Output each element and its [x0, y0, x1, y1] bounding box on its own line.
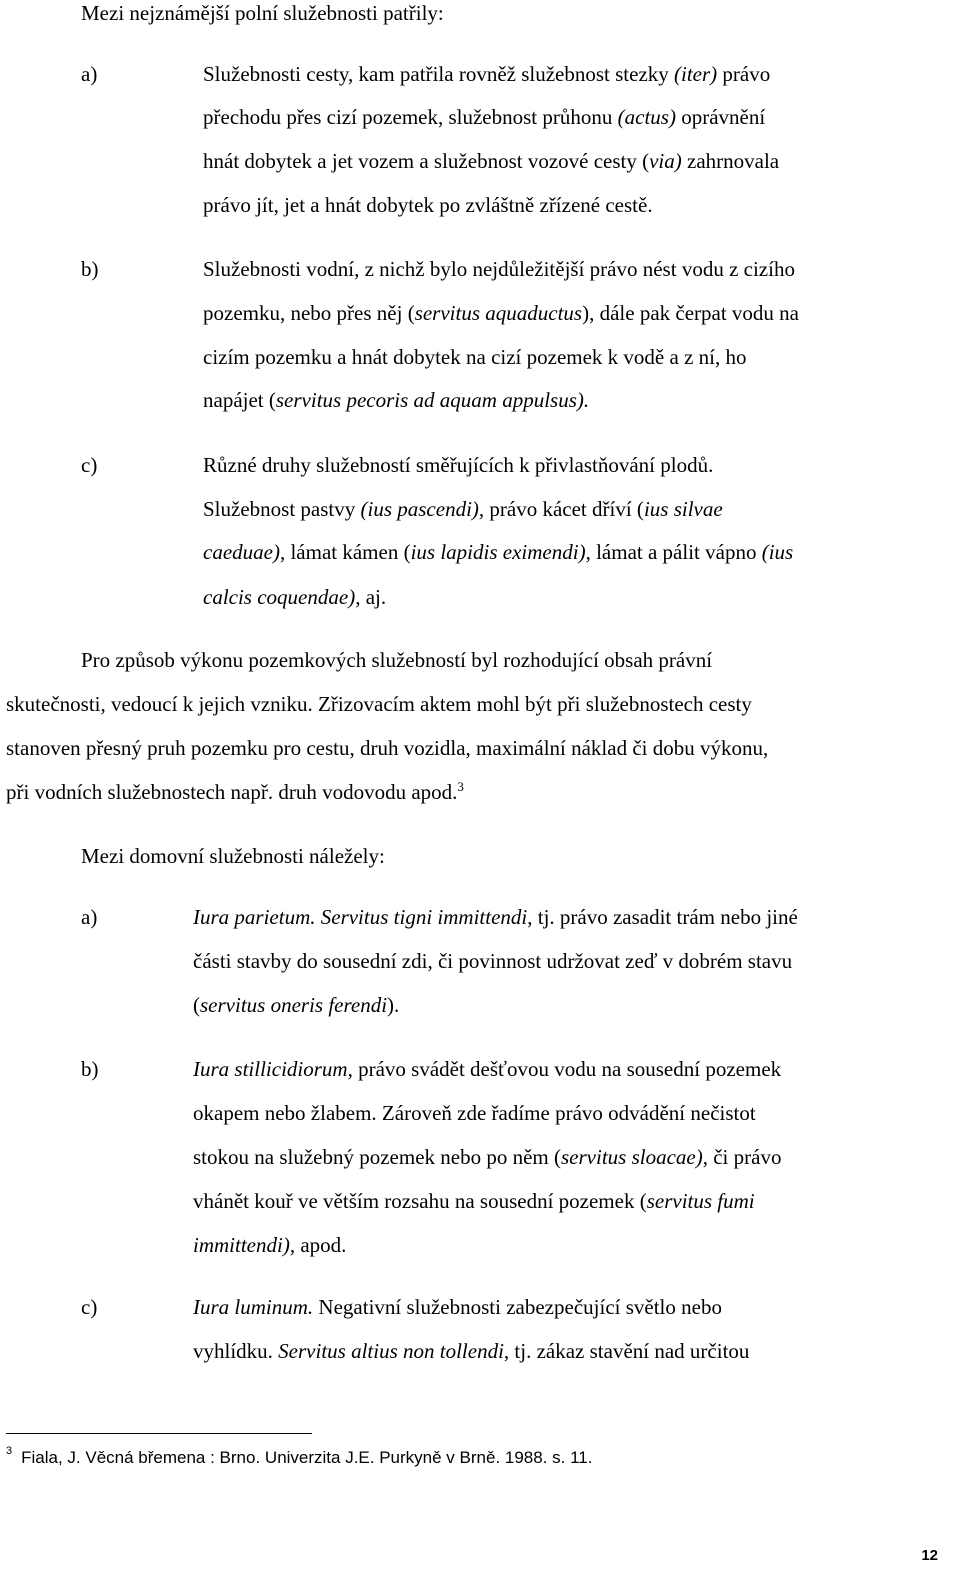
list2-item-a-line3: (servitus oneris ferendi).: [193, 993, 400, 1017]
list2-item-c-line2: vyhlídku. Servitus altius non tollendi, tj. zákaz stavění nad určitou: [193, 1339, 750, 1363]
intro-line: Mezi nejznámější polní služebnosti patřily:: [81, 1, 444, 25]
list2-item-a-line1: Iura parietum. Servitus tigni immittendi, tj. právo zasadit trám nebo jiné: [193, 905, 798, 929]
list-item-b-line3: cizím pozemku a hnát dobytek na cizí pozemek k vodě a z ní, ho: [203, 345, 747, 369]
list-item-a-line4: právo jít, jet a hnát dobytek po zvláštně zřízené cestě.: [203, 193, 653, 217]
list-label-c: c): [81, 453, 98, 477]
footnote-reference: 3: [457, 779, 464, 794]
list-item-a-line1: Služebnosti cesty, kam patřila rovněž služebnost stezky (iter) právo: [203, 62, 771, 86]
list2-item-b-line3: stokou na služebný pozemek nebo po něm (servitus sloacae), či právo: [193, 1145, 782, 1169]
paragraph-line1: Pro způsob výkonu pozemkových služebností byl rozhodující obsah právní: [81, 648, 713, 672]
list2-label-c: c): [81, 1295, 98, 1319]
list2-label-a: a): [81, 905, 98, 929]
list-item-a-line3: hnát dobytek a jet vozem a služebnost vozové cesty (via) zahrnovala: [203, 149, 780, 173]
list-item-c-line4: calcis coquendae), aj.: [203, 585, 387, 609]
list-item-b-line1: Služebnosti vodní, z nichž bylo nejdůležitější právo nést vodu z cizího: [203, 257, 795, 281]
list-item-b-line4: napájet (servitus pecoris ad aquam appulsus).: [203, 388, 590, 412]
paragraph-line2: skutečnosti, vedoucí k jejich vzniku. Zřizovacím aktem mohl být při služebnostech cesty: [6, 692, 752, 716]
list2-label-b: b): [81, 1057, 99, 1081]
list2-item-b-line5: immittendi), apod.: [193, 1233, 347, 1257]
list-item-a-line2: přechodu přes cizí pozemek, služebnost průhonu (actus) oprávnění: [203, 105, 766, 129]
house-servitudes-heading: Mezi domovní služebnosti náležely:: [81, 844, 385, 868]
paragraph-line4: při vodních služebnostech např. druh vodovodu apod.$^3$: [6, 779, 464, 804]
list-label-a: a): [81, 62, 98, 86]
list-item-c-line3: caeduae), lámat kámen (ius lapidis eximendi), lámat a pálit vápno (ius: [203, 540, 794, 564]
list-label-b: b): [81, 257, 99, 281]
list2-item-b-line1: Iura stillicidiorum, právo svádět dešťovou vodu na sousední pozemek: [193, 1057, 782, 1081]
footnote-separator: [6, 1433, 312, 1434]
list-item-c-line2: Služebnost pastvy (ius pascendi), právo kácet dříví (ius silvae: [203, 497, 723, 521]
list-item-c-line1: Různé druhy služebností směřujících k přivlastňování plodů.: [203, 453, 714, 477]
paragraph-line3: stanoven přesný pruh pozemku pro cestu, druh vozidla, maximální náklad či dobu výkonu,: [6, 736, 769, 760]
footnote-text: Fiala, J. Věcná břemena : Brno. Univerzita J.E. Purkyně v Brně. 1988. s. 11.: [21, 1448, 593, 1467]
footnote-number: 3: [6, 1445, 13, 1457]
list2-item-b-line2: okapem nebo žlabem. Zároveň zde řadíme právo odvádění nečistot: [193, 1101, 756, 1125]
footnote: [6, 1445, 593, 1468]
list2-item-b-line4: vhánět kouř ve větším rozsahu na sousední pozemek (servitus fumi: [193, 1189, 755, 1213]
list2-item-c-line1: Iura luminum. Negativní služebnosti zabezpečující světlo nebo: [193, 1295, 722, 1319]
page-number: 12: [921, 1547, 938, 1564]
list2-item-a-line2: části stavby do sousední zdi, či povinnost udržovat zeď v dobrém stavu: [193, 949, 793, 973]
list-item-b-line2: pozemku, nebo přes něj (servitus aquaductus), dále pak čerpat vodu na: [203, 301, 799, 325]
